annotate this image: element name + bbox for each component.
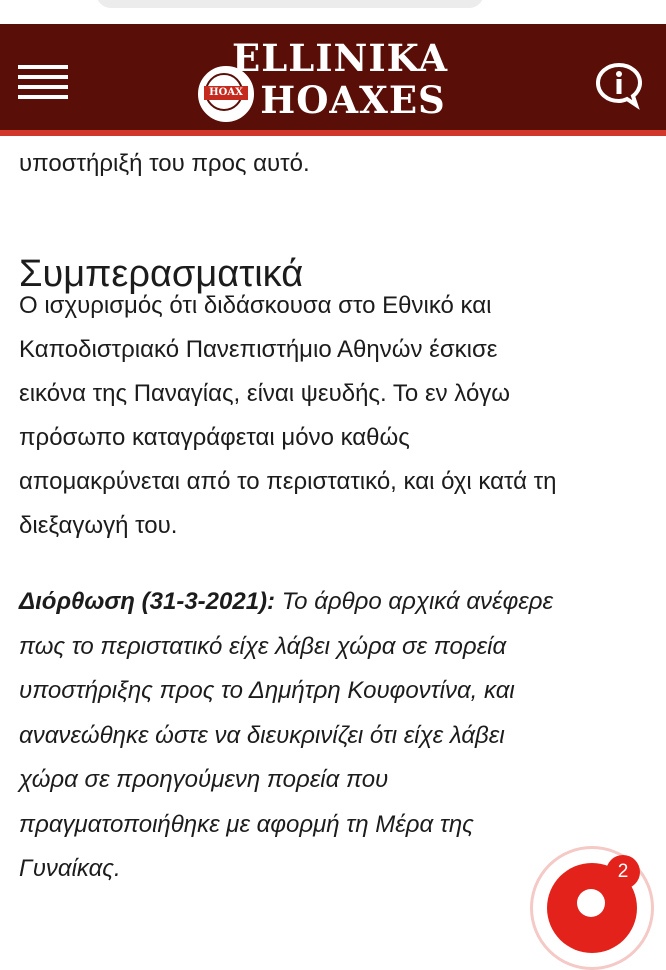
logo-text-line1: ELLINIKA: [232, 36, 449, 80]
conclusion-heading: Συμπερασματικά: [19, 252, 304, 295]
header-accent-line: [0, 130, 666, 136]
site-logo[interactable]: [198, 36, 448, 126]
correction-line: ανανεώθηκε ώστε να διευκρινίζει ότι είχε λάβει: [19, 721, 505, 749]
article-partial-line: υποστήριξή του προς αυτό.: [19, 150, 310, 177]
correction-note: [19, 580, 649, 892]
correction-line: χώρα σε προηγούμενη πορεία που: [19, 766, 389, 793]
browser-top-strip: [0, 0, 666, 24]
logo-seal: HOAX: [198, 66, 254, 122]
paragraph-line: Καποδιστριακό Πανεπιστήμιο Αθηνών έσκισε: [19, 336, 498, 363]
logo-text-line2: HOAXES: [260, 78, 446, 122]
correction-first-line: [19, 580, 649, 625]
notification-badge: 2: [606, 855, 640, 889]
paragraph-line: εικόνα της Παναγίας, είναι ψευδής. Το εν λόγω: [19, 380, 511, 407]
paragraph-line: πρόσωπο καταγράφεται μόνο καθώς: [19, 424, 410, 451]
correction-line: Γυναίκας.: [19, 855, 121, 882]
paragraph-line: διεξαγωγή του.: [19, 512, 178, 539]
info-speech-bubble-icon[interactable]: [594, 60, 644, 110]
address-bar[interactable]: [96, 0, 484, 8]
correction-label: Διόρθωση (31-3-2021):: [19, 588, 276, 615]
conclusion-paragraph: [19, 284, 649, 548]
correction-text-start: Το άρθρο αρχικά ανέφερε: [275, 588, 554, 615]
correction-line: πως το περιστατικό είχε λάβει χώρα σε πορεία: [19, 632, 507, 660]
correction-line: υποστήριξης προς το Δημήτρη Κουφοντίνα, και: [19, 677, 515, 704]
correction-line: πραγματοποιήθηκε με αφορμή τη Μέρα της: [19, 810, 474, 838]
hamburger-menu-icon[interactable]: [18, 65, 68, 101]
paragraph-line: Ο ισχυρισμός ότι διδάσκουσα στο Εθνικό και: [19, 292, 492, 319]
paragraph-line: απομακρύνεται από το περιστατικό, και όχι κατά τη: [19, 468, 557, 495]
